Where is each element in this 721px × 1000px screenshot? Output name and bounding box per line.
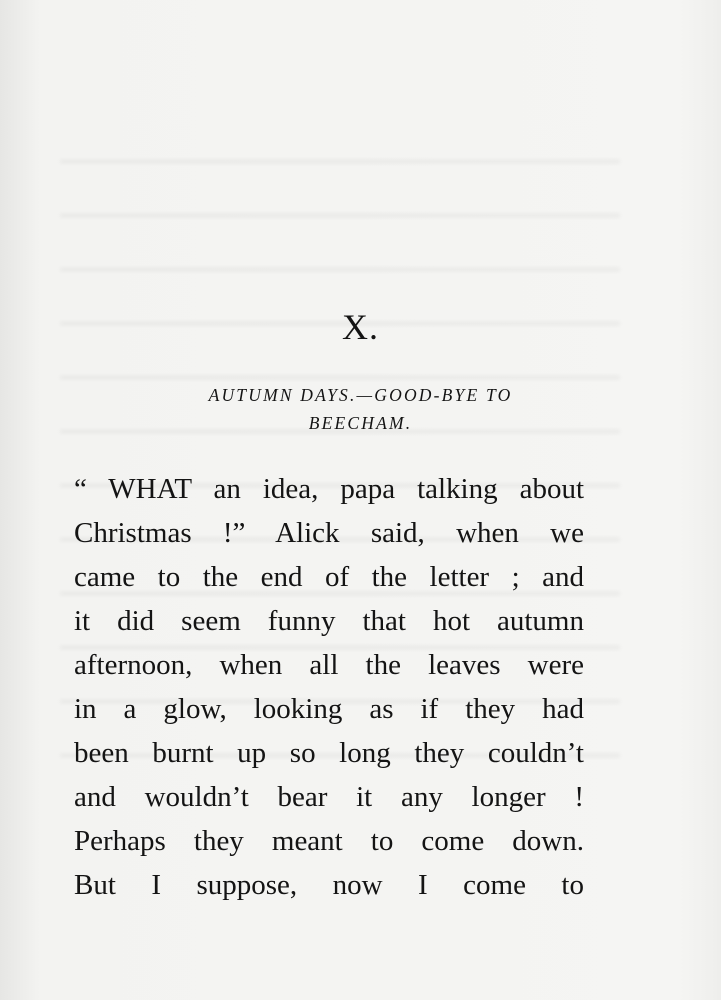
text-line: But I suppose, now I come to [74, 869, 584, 901]
chapter-number: X. [342, 307, 379, 347]
text-line: afternoon, when all the leaves were [74, 649, 584, 681]
text-line: “ WHAT an idea, papa talking about [74, 473, 584, 505]
text-line: it did seem funny that hot autumn [74, 605, 584, 637]
text-line: Perhaps they meant to come down. [74, 825, 584, 857]
chapter-title-line-1: AUTUMN DAYS.—GOOD-BYE TO [208, 385, 513, 405]
text-line: came to the end of the letter ; and [74, 561, 584, 593]
chapter-title [120, 381, 601, 437]
text-line: been burnt up so long they couldn’t [74, 737, 584, 769]
text-line: in a glow, looking as if they had [74, 693, 584, 725]
text-line: Christmas !” Alick said, when we [74, 517, 584, 549]
chapter-title-line-2: BEECHAM. [308, 413, 413, 433]
text-line: and wouldn’t bear it any longer ! [74, 781, 584, 813]
